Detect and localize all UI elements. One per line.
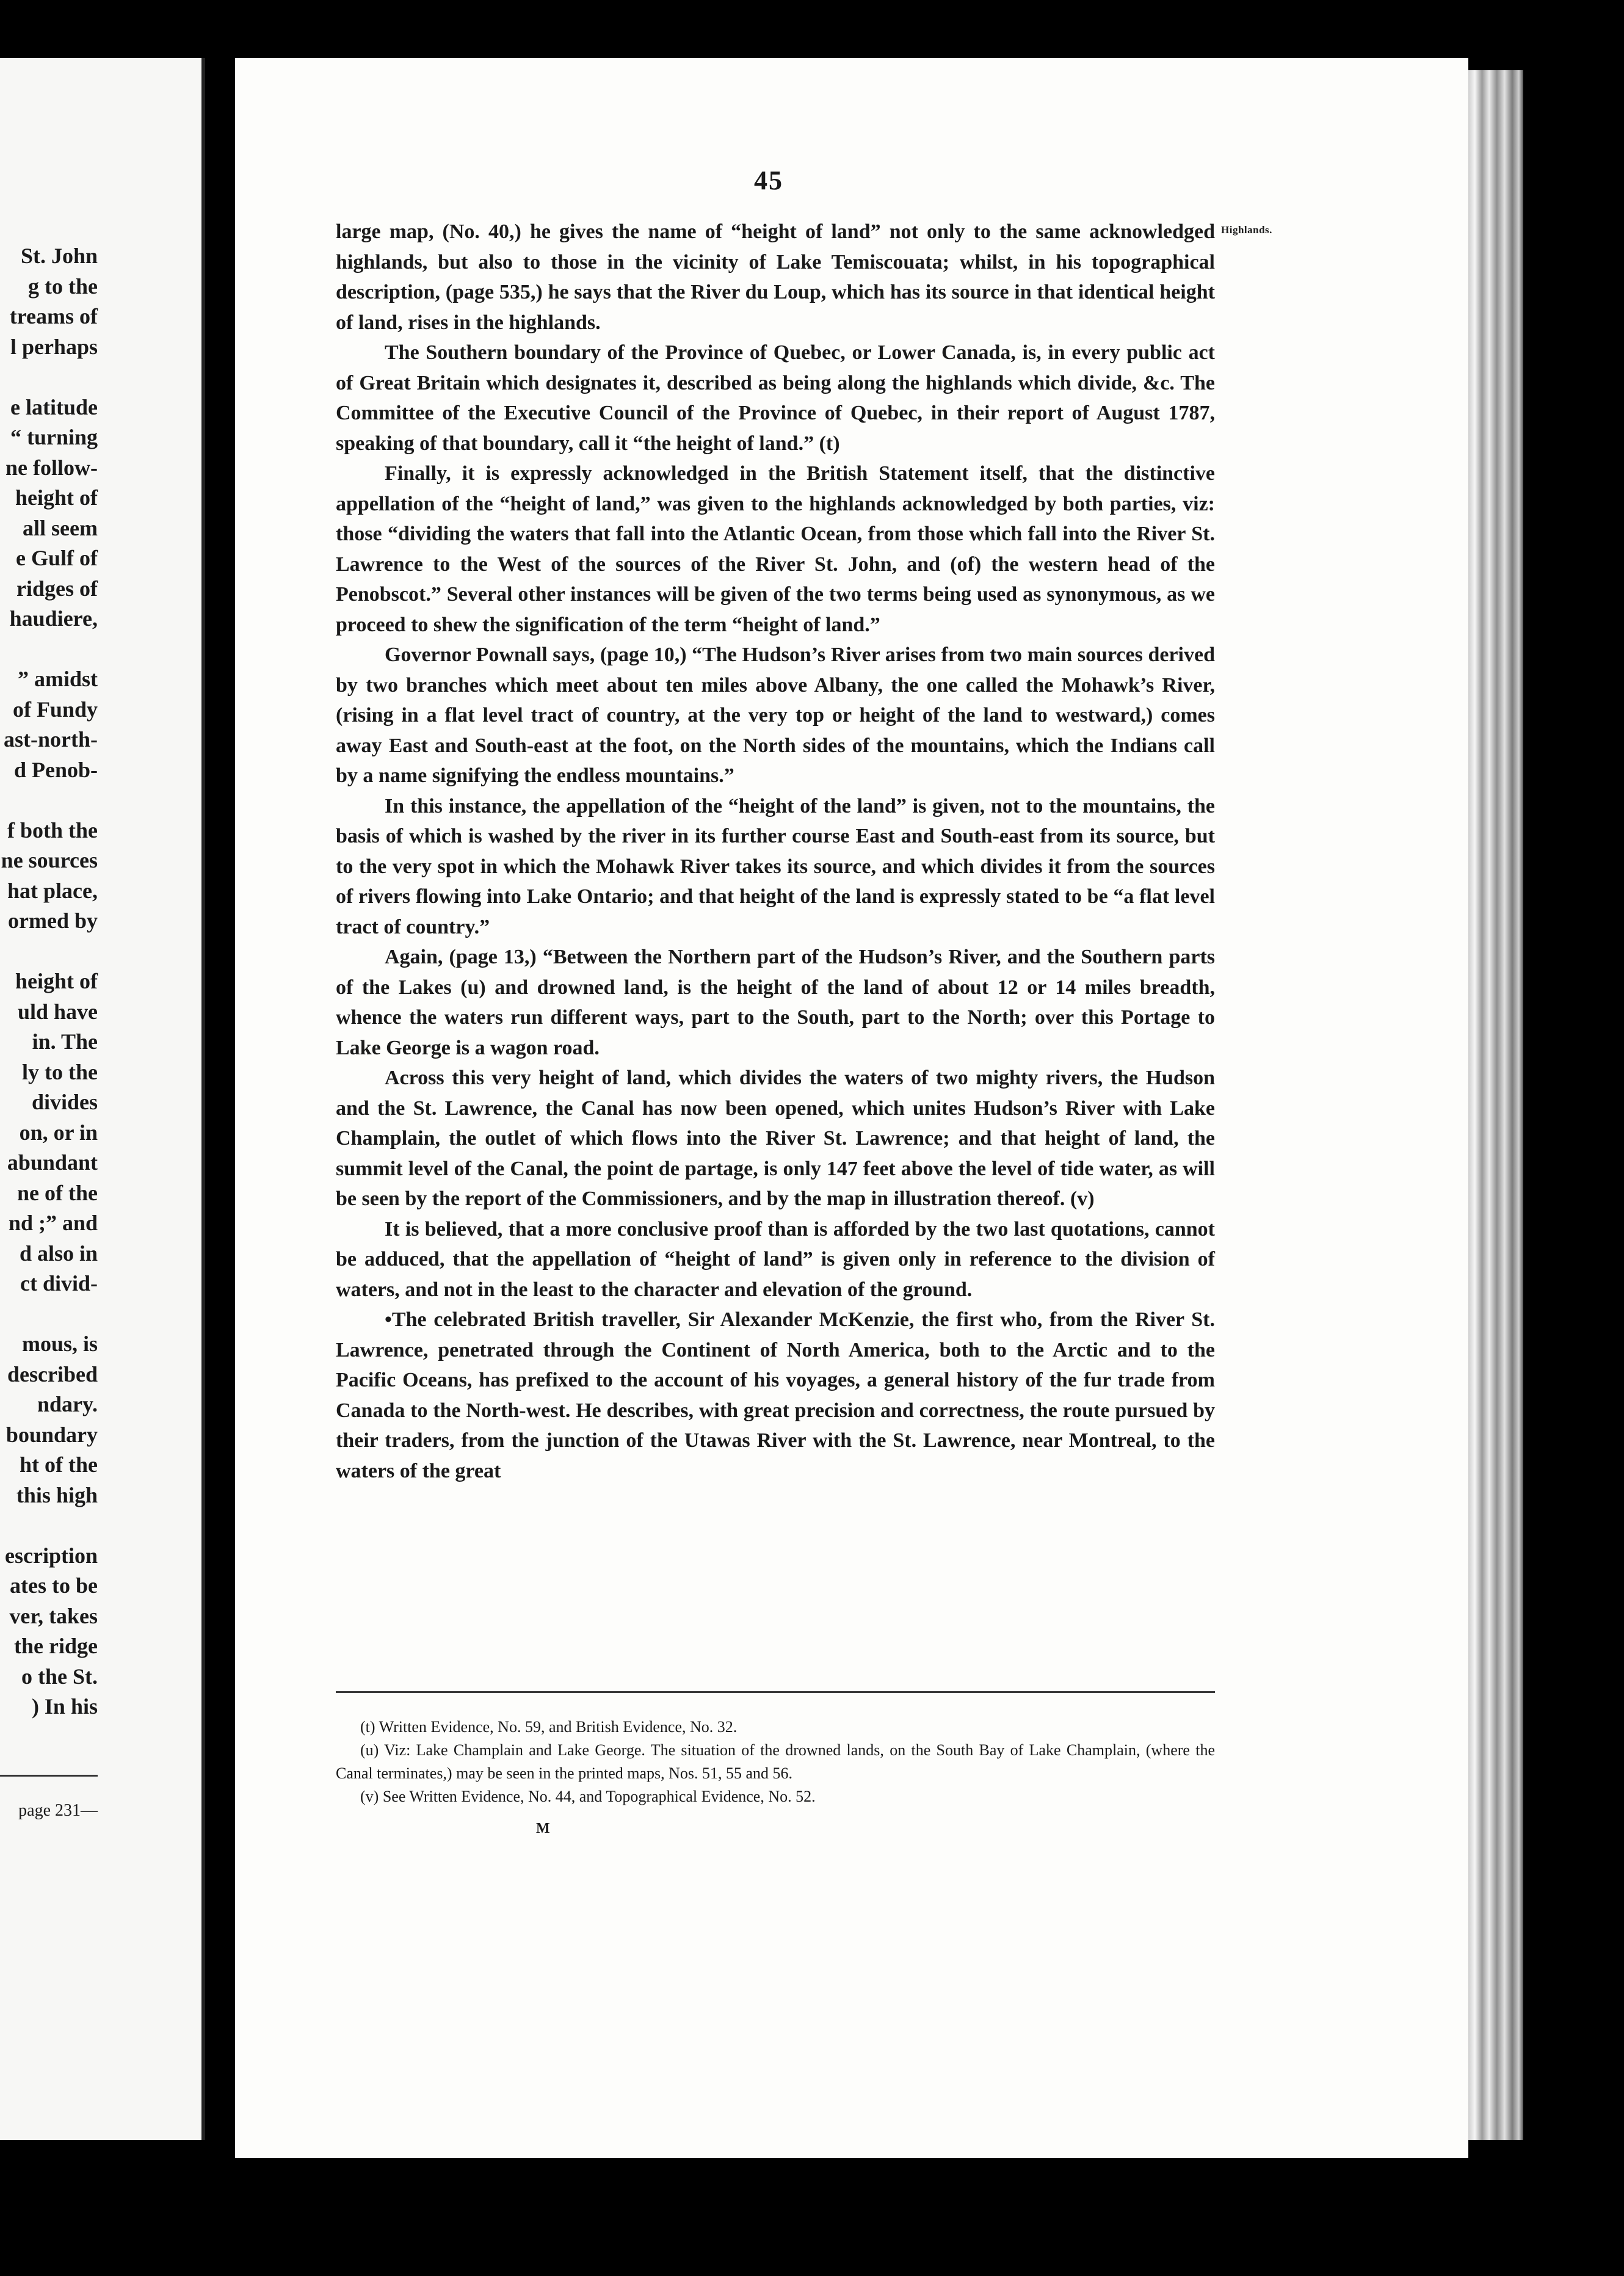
previous-page-line: of Fundy (12, 697, 98, 722)
previous-page-line: g to the (28, 274, 98, 299)
previous-page-line: treams of (9, 304, 98, 328)
paragraph: Across this very height of land, which divides the waters of two mighty rivers, the Hudson and the St. Lawrence, the Canal has now been opened, which unites Hudson’s River with Lake Champlain, the outlet of which flows into the River St. Lawrence; and that height of land, the summit level of the Canal, the point de partage, is only 147 feet above the level of tide water, as will be seen by the report of the Commissioners, and by the map in illustration thereof. (v) (336, 1067, 1215, 1210)
previous-page-line: abundant (7, 1150, 98, 1175)
previous-page-line (0, 785, 98, 816)
previous-page-line: nd ;” and (8, 1211, 98, 1235)
previous-page-line: ) In his (31, 1694, 98, 1719)
previous-page-line: ates to be (10, 1573, 98, 1598)
paragraph: In this instance, the appellation of the “height of the land” is given, not to the mountains, the basis of which is washed by the river in its further course East and South-east from its source, but to the very spot in which the Mohawk River takes its source, and which divides it from the sources of rivers flowing into Lake Ontario; and that height of the land is expressly stated to be “a flat level tract of country.” (336, 794, 1215, 938)
previous-page-line: e latitude (10, 394, 98, 419)
previous-page-line: mous, is (21, 1332, 98, 1356)
body-text (336, 217, 1215, 1486)
previous-page-line: ne of the (17, 1180, 98, 1205)
previous-page-line: the ridge (14, 1634, 98, 1658)
page-number: 45 (754, 165, 783, 195)
previous-page-line: ht of the (20, 1452, 98, 1477)
previous-page-line: divides (31, 1090, 98, 1114)
previous-page-line: hat place, (7, 878, 98, 903)
footnote: (t) Written Evidence, No. 59, and British Evidence, No. 32. (360, 1718, 738, 1736)
paragraph: •The celebrated British traveller, Sir Alexander McKenzie, the first who, from the River St. Lawrence, penetrated through the Continent of North America, both to the Arctic and to the Pacific Oceans, has prefixed to the account of his voyages, a general history of the fur trade from Canada to the North-west. He describes, with great precision and correctness, the route pursued by their traders, from the junction of the Utawas River with the St. Lawrence, near Montreal, to the waters of the great (336, 1308, 1215, 1482)
footnotes (336, 1716, 1215, 1808)
previous-page-line: d also in (19, 1241, 98, 1266)
margin-note: Highlands. (1221, 224, 1272, 236)
previous-page-footnote: page 231— (18, 1801, 98, 1820)
paragraph: large map, (No. 40,) he gives the name of “height of land” not only to the same acknowledged highlands, but also to those in the vicinity of Lake Temiscouata; whilst, in his topographical description, (page 535,) he says that the River du Loup, which has its source in that identical height of land, rises in the highlands. (336, 220, 1215, 334)
previous-page-line: ” amidst (17, 667, 98, 691)
previous-page-line: ridges of (16, 576, 98, 601)
previous-page-line (0, 1299, 98, 1330)
previous-page-line: all seem (23, 515, 98, 540)
previous-page-line (0, 362, 98, 393)
footnote-rule (336, 1691, 1215, 1693)
previous-page-line: o the St. (21, 1664, 98, 1689)
paragraph: Finally, it is expressly acknowledged in the British Statement itself, that the distinctive appellation of the “height of land,” was given to the highlands acknowledged by both parties, viz: those “dividing the waters that fall into the Atlantic Ocean, from those which fall into the River St. Lawrence to the West of the sources of the River St. John, and (of) the western head of the Penobscot.” Several other instances will be given of the two terms being used as synonymous, as we proceed to shew the signification of the term “height of land.” (336, 462, 1215, 636)
previous-page-footnote-rule (0, 1775, 98, 1777)
book-page-edges (1468, 70, 1523, 2140)
previous-page-line: ndary. (37, 1392, 98, 1416)
footnote: (u) Viz: Lake Champlain and Lake George. The situation of the drowned lands, on the South Bay of Lake Champlain, (where the Canal terminates,) may be seen in the printed maps, Nos. 51, 55 and 56. (336, 1741, 1215, 1782)
previous-page-line: ly to the (22, 1059, 98, 1084)
previous-page-line: d Penob- (13, 757, 98, 782)
previous-page-line: ne sources (1, 848, 98, 872)
previous-page-line: escription (5, 1543, 98, 1568)
previous-page-line: described (7, 1361, 98, 1386)
previous-page-line: St. John (20, 244, 98, 268)
signature-mark: M (536, 1821, 550, 1836)
previous-page-line: uld have (17, 999, 98, 1024)
previous-page-line: “ turning (10, 425, 98, 449)
previous-page-line: f both the (7, 817, 98, 843)
previous-page-line: haudiere, (9, 606, 98, 631)
previous-page-line: ast-north- (4, 727, 98, 752)
previous-page (0, 58, 205, 2140)
paragraph: The Southern boundary of the Province of Quebec, or Lower Canada, is, in every public act of Great Britain which designates it, described as being along the highlands which divide, &c. The Committee of the Executive Council of the Province of Quebec, in their report of August 1787, speaking of that boundary, call it “the height of land.” (t) (336, 341, 1215, 455)
paragraph: It is believed, that a more conclusive proof than is afforded by the two last quotations, cannot be adduced, that the appellation of “height of land” is given only in reference to the division of waters, and not in the least to the character and elevation of the ground. (336, 1217, 1215, 1301)
previous-page-line (0, 634, 98, 665)
previous-page-line: on, or in (19, 1120, 98, 1145)
previous-page-line (0, 937, 98, 967)
paragraph: Governor Pownall says, (page 10,) “The Hudson’s River arises from two main sources derived by two branches which meet about ten miles above Albany, the one called the Mohawk’s River, (rising in a flat level tract of country, at the very top or height of the land to westward,) comes away East and South-east at the foot, on the North sides of the mountains, which the Indians call by a name signifying the endless mountains.” (336, 643, 1215, 787)
previous-page-line: ne follow- (5, 455, 98, 480)
previous-page-line: this high (16, 1482, 98, 1507)
previous-page-line: e Gulf of (16, 546, 98, 570)
previous-page-line: boundary (5, 1422, 98, 1447)
previous-page-line: in. The (32, 1029, 98, 1054)
previous-page-text (0, 241, 98, 1722)
previous-page-line: ct divid- (20, 1271, 98, 1296)
previous-page-line: ormed by (8, 908, 98, 933)
previous-page-line (0, 1510, 98, 1541)
previous-page-line: height of (15, 969, 98, 993)
previous-page-line: ver, takes (9, 1603, 98, 1628)
previous-page-line: height of (15, 485, 98, 510)
previous-page-line: l perhaps (10, 334, 98, 359)
footnote: (v) See Written Evidence, No. 44, and Topographical Evidence, No. 52. (360, 1788, 816, 1805)
paragraph: Again, (page 13,) “Between the Northern part of the Hudson’s River, and the Southern parts of the Lakes (u) and drowned land, is the height of the land of about 12 or 14 miles breadth, whence the waters run different ways, part to the South, part to the North; over this Portage to Lake George is a wagon road. (336, 946, 1215, 1059)
